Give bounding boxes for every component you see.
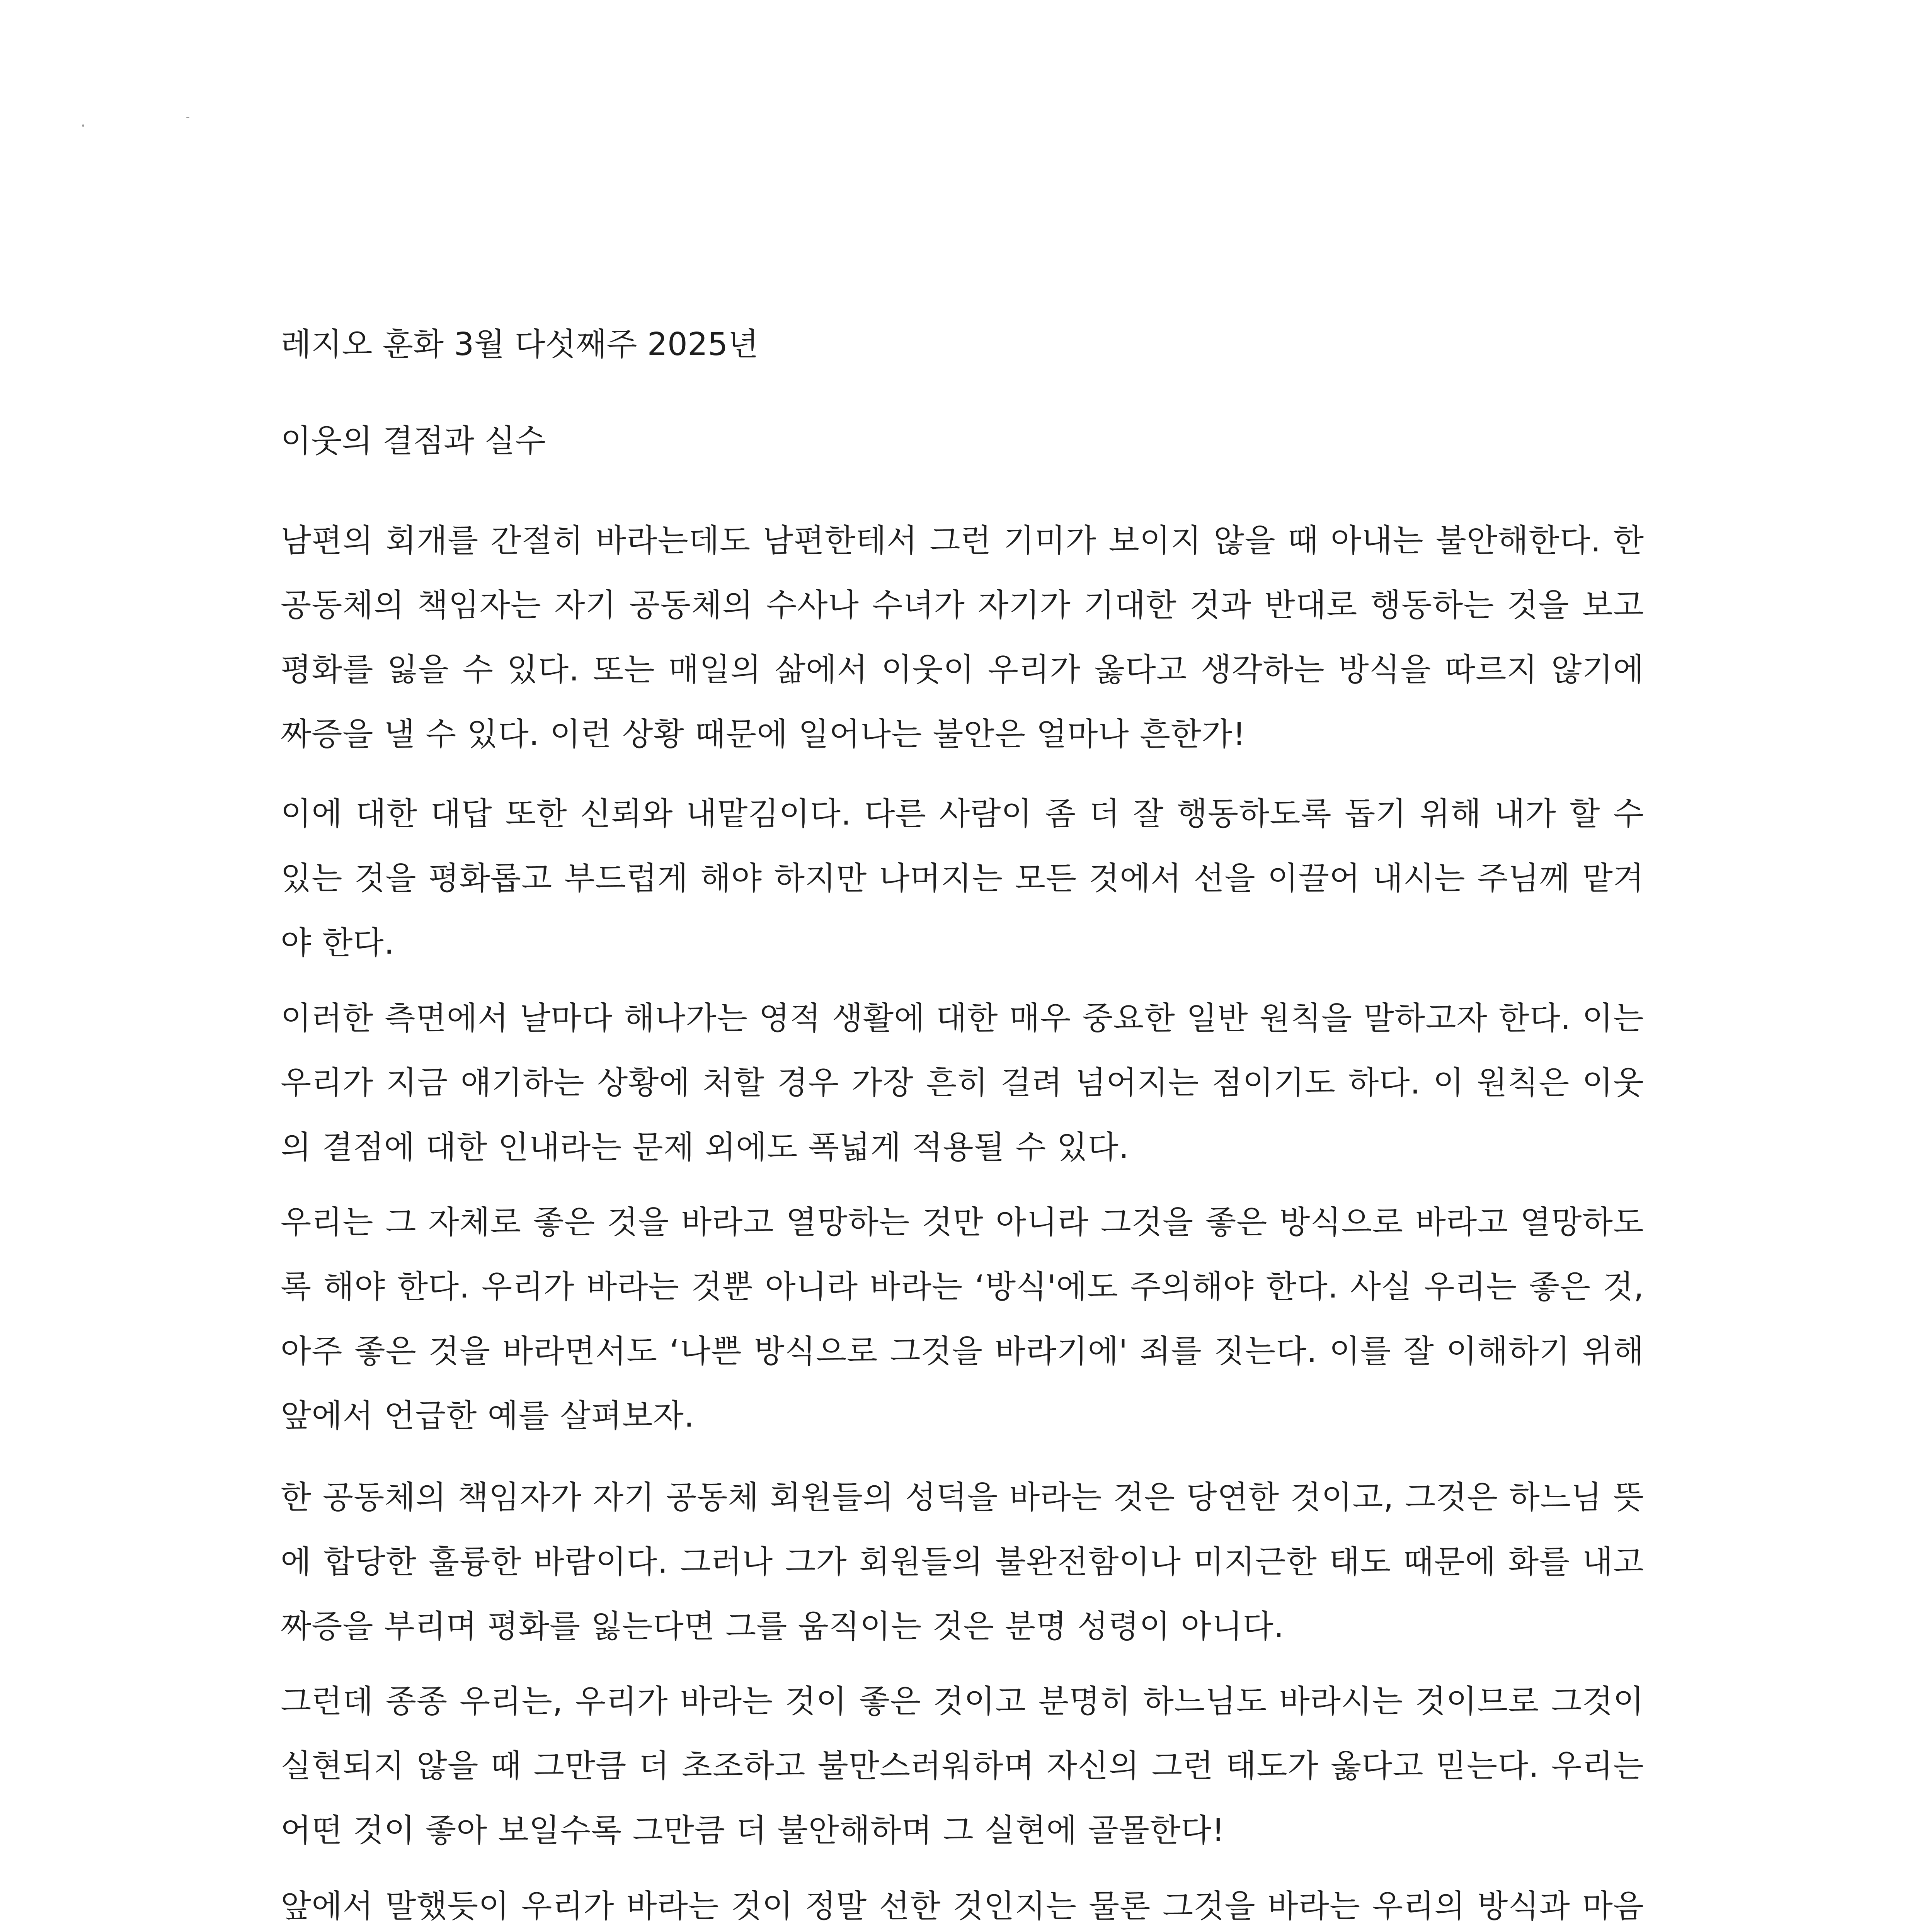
paragraph: 앞에서 말했듯이 우리가 바라는 것이 정말 선한 것인지는 물론 그것을 바라는 우리의 방식과 마음 bbox=[281, 1888, 1644, 1925]
scan-speck bbox=[82, 124, 84, 127]
paragraph: 한 공동체의 책임자가 자기 공동체 회원들의 성덕을 바라는 것은 당연한 것이고, 그것은 하느님 뜻에 합당한 훌륭한 바람이다. 그러나 그가 회원들의 불완전함이나 미지근한 태도 때문에 화를 내고 짜증을 부리며 평화를 잃는다면 그를 움직이는 것은 분명 성령이 아니다. bbox=[281, 1479, 1644, 1645]
document-title: 이웃의 결점과 실수 bbox=[281, 423, 546, 459]
document-header: 레지오 훈화 3월 다섯째주 2025년 bbox=[281, 326, 759, 363]
paragraph: 그런데 종종 우리는, 우리가 바라는 것이 좋은 것이고 분명히 하느님도 바라시는 것이므로 그것이 실현되지 않을 때 그만큼 더 초조하고 불만스러워하며 자신의 그런 태도가 옳다고 믿는다. 우리는 어떤 것이 좋아 보일수록 그만큼 더 불안해하며 그 실현에 골몰한다! bbox=[281, 1683, 1644, 1849]
paragraph: 이에 대한 대답 또한 신뢰와 내맡김이다. 다른 사람이 좀 더 잘 행동하도록 돕기 위해 내가 할 수 있는 것을 평화롭고 부드럽게 해야 하지만 나머지는 모든 것에서 선을 이끌어 내시는 주님께 맡겨야 한다. bbox=[281, 796, 1644, 961]
paragraph: 남편의 회개를 간절히 바라는데도 남편한테서 그런 기미가 보이지 않을 때 아내는 불안해한다. 한 공동체의 책임자는 자기 공동체의 수사나 수녀가 자기가 기대한 것과 반대로 행동하는 것을 보고 평화를 잃을 수 있다. 또는 매일의 삶에서 이웃이 우리가 옳다고 생각하는 방식을 따르지 않기에 짜증을 낼 수 있다. 이런 상황 때문에 일어나는 불안은 얼마나 흔한가! bbox=[281, 522, 1644, 753]
scan-speck bbox=[186, 117, 189, 118]
paragraph: 우리는 그 자체로 좋은 것을 바라고 열망하는 것만 아니라 그것을 좋은 방식으로 바라고 열망하도록 해야 한다. 우리가 바라는 것뿐 아니라 바라는 ‘방식'에도 주의해야 한다. 사실 우리는 좋은 것, 아주 좋은 것을 바라면서도 ‘나쁜 방식으로 그것을 바라기에' 죄를 짓는다. 이를 잘 이해하기 위해 앞에서 언급한 예를 살펴보자. bbox=[281, 1204, 1644, 1434]
paragraph: 이러한 측면에서 날마다 해나가는 영적 생활에 대한 매우 중요한 일반 원칙을 말하고자 한다. 이는 우리가 지금 얘기하는 상황에 처할 경우 가장 흔히 걸려 넘어지는 점이기도 하다. 이 원칙은 이웃의 결점에 대한 인내라는 문제 외에도 폭넓게 적용될 수 있다. bbox=[281, 1000, 1644, 1166]
